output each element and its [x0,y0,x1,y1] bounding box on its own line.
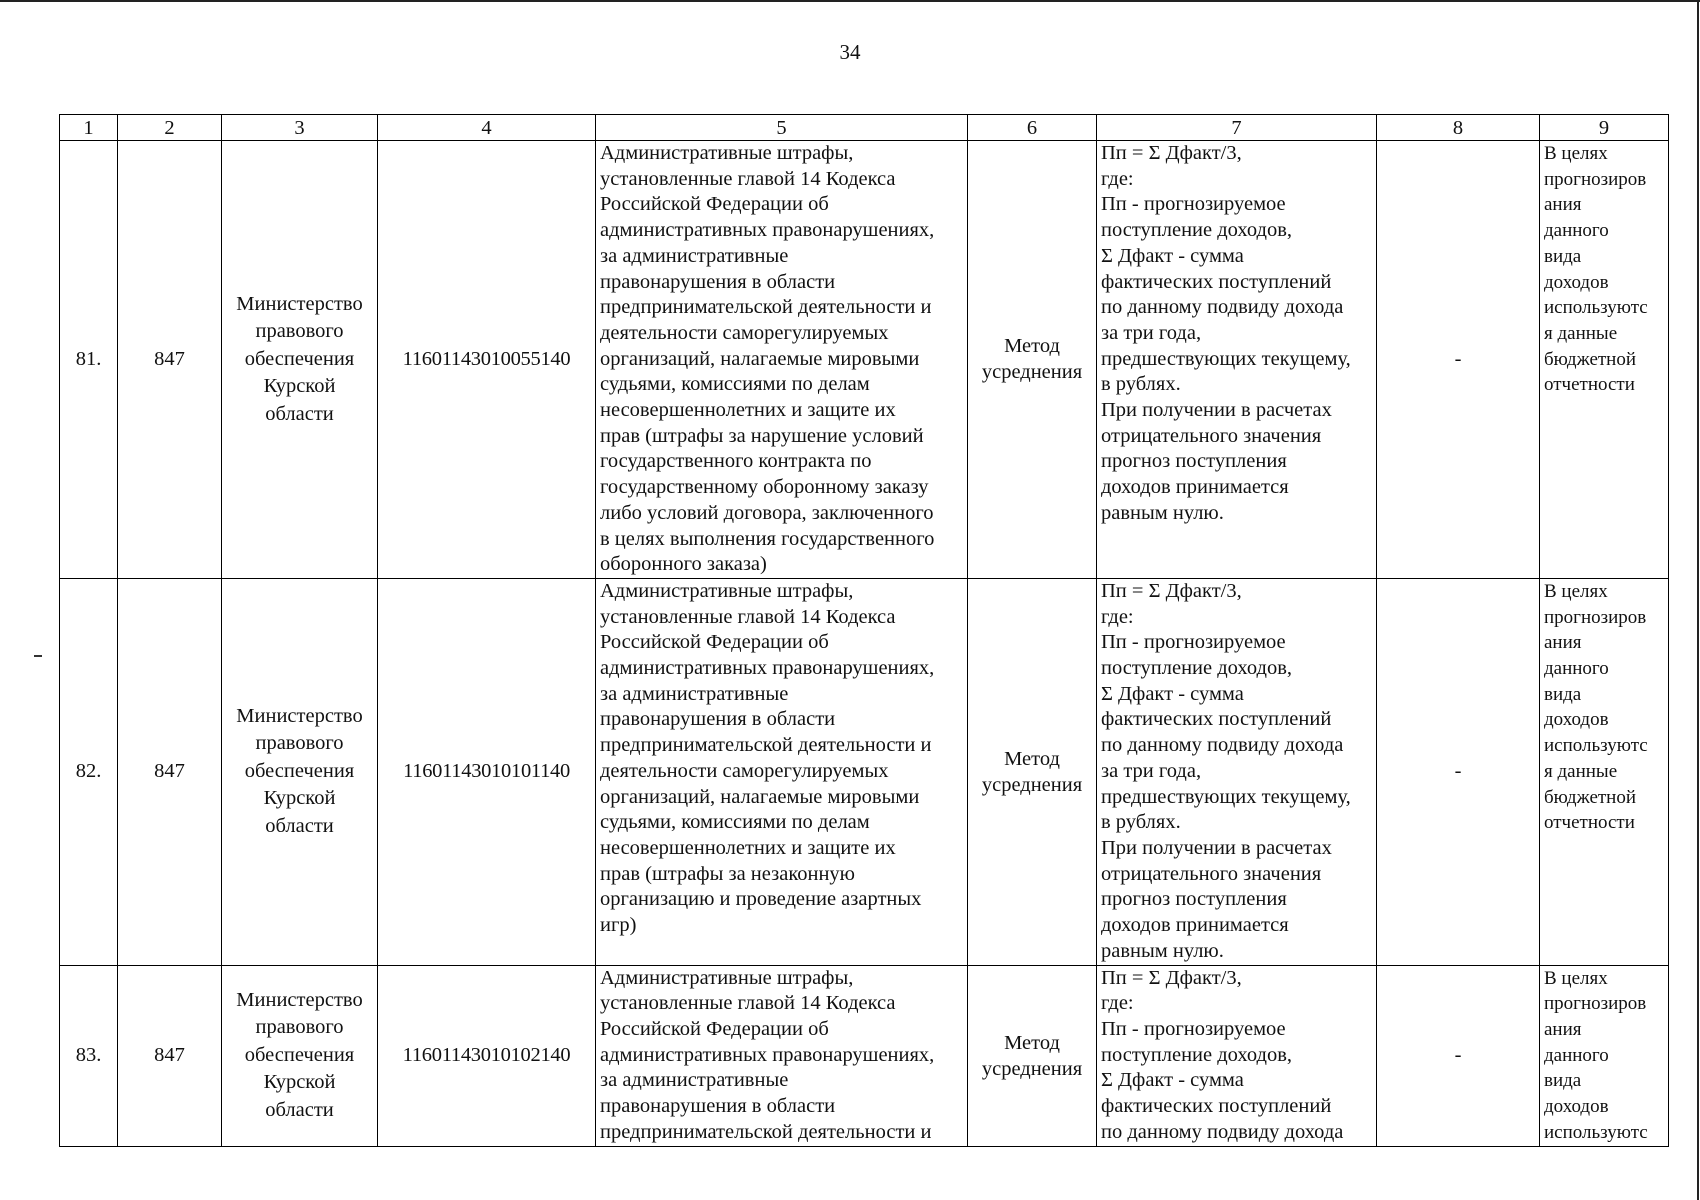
forecast-formula: Пп = Σ Дфакт/3, где: Пп - прогнозируемое поступление доходов, Σ Дфакт - сумма фактических поступлений по данному подвиду дохода за три года, предшествующих текущему, в рублях. При получении в расчетах отрицательного значения прогноз поступления доходов принимается равным нулю. [1097,141,1377,579]
administrator-name: Министерство правового обеспечения Курской области [222,965,378,1146]
row-number: 82. [60,578,118,965]
income-forecast-table [59,114,1669,1147]
calculation-method: Метод усреднения [968,578,1097,965]
top-edge-rule [0,0,1700,2]
column-header: 8 [1377,115,1540,141]
page-number: 34 [839,40,861,64]
data-source-note: В целях прогнозиров ания данного вида доходов используютс я данные бюджетной отчетности [1540,141,1669,579]
column-header: 4 [378,115,596,141]
table-row [60,141,1669,579]
right-edge-rule [1697,0,1699,1200]
table-row [60,578,1669,965]
column-header: 6 [968,115,1097,141]
income-name: Административные штрафы, установленные главой 14 Кодекса Российской Федерации об административных правонарушениях, за административные правонарушения в области предпринимательской деятельности и деятельности саморегулируемых организаций, налагаемые мировыми судьями, комиссиями по делам несовершеннолетних и защите их прав (штрафы за незаконную организацию и проведение азартных игр) [596,578,968,965]
column-header: 3 [222,115,378,141]
budget-classification-code: 11601143010102140 [378,965,596,1146]
administrator-code: 847 [118,141,222,579]
scan-mark [34,655,42,657]
row-number: 81. [60,141,118,579]
column-8-value: - [1377,141,1540,579]
forecast-formula: Пп = Σ Дфакт/3, где: Пп - прогнозируемое поступление доходов, Σ Дфакт - сумма фактических поступлений по данному подвиду дохода [1097,965,1377,1146]
column-8-value: - [1377,578,1540,965]
row-number: 83. [60,965,118,1146]
data-source-note: В целях прогнозиров ания данного вида доходов используютс [1540,965,1669,1146]
administrator-code: 847 [118,578,222,965]
budget-classification-code: 11601143010101140 [378,578,596,965]
administrator-code: 847 [118,965,222,1146]
table-row [60,965,1669,1146]
administrator-name: Министерство правового обеспечения Курской области [222,141,378,579]
column-header: 1 [60,115,118,141]
budget-classification-code: 11601143010055140 [378,141,596,579]
column-number-row [60,115,1669,141]
column-header: 5 [596,115,968,141]
data-source-note: В целях прогнозиров ания данного вида доходов используютс я данные бюджетной отчетности [1540,578,1669,965]
calculation-method: Метод усреднения [968,141,1097,579]
forecast-formula: Пп = Σ Дфакт/3, где: Пп - прогнозируемое поступление доходов, Σ Дфакт - сумма фактических поступлений по данному подвиду дохода за три года, предшествующих текущему, в рублях. При получении в расчетах отрицательного значения прогноз поступления доходов принимается равным нулю. [1097,578,1377,965]
income-name: Административные штрафы, установленные главой 14 Кодекса Российской Федерации об административных правонарушениях, за административные правонарушения в области предпринимательской деятельности и [596,965,968,1146]
calculation-method: Метод усреднения [968,965,1097,1146]
column-header: 2 [118,115,222,141]
column-8-value: - [1377,965,1540,1146]
income-name: Административные штрафы, установленные главой 14 Кодекса Российской Федерации об административных правонарушениях, за административные правонарушения в области предпринимательской деятельности и деятельности саморегулируемых организаций, налагаемые мировыми судьями, комиссиями по делам несовершеннолетних и защите их прав (штрафы за нарушение условий государственного контракта по государственному оборонному заказу либо условий договора, заключенного в целях выполнения государственного оборонного заказа) [596,141,968,579]
column-header: 7 [1097,115,1377,141]
administrator-name: Министерство правового обеспечения Курской области [222,578,378,965]
column-header: 9 [1540,115,1669,141]
